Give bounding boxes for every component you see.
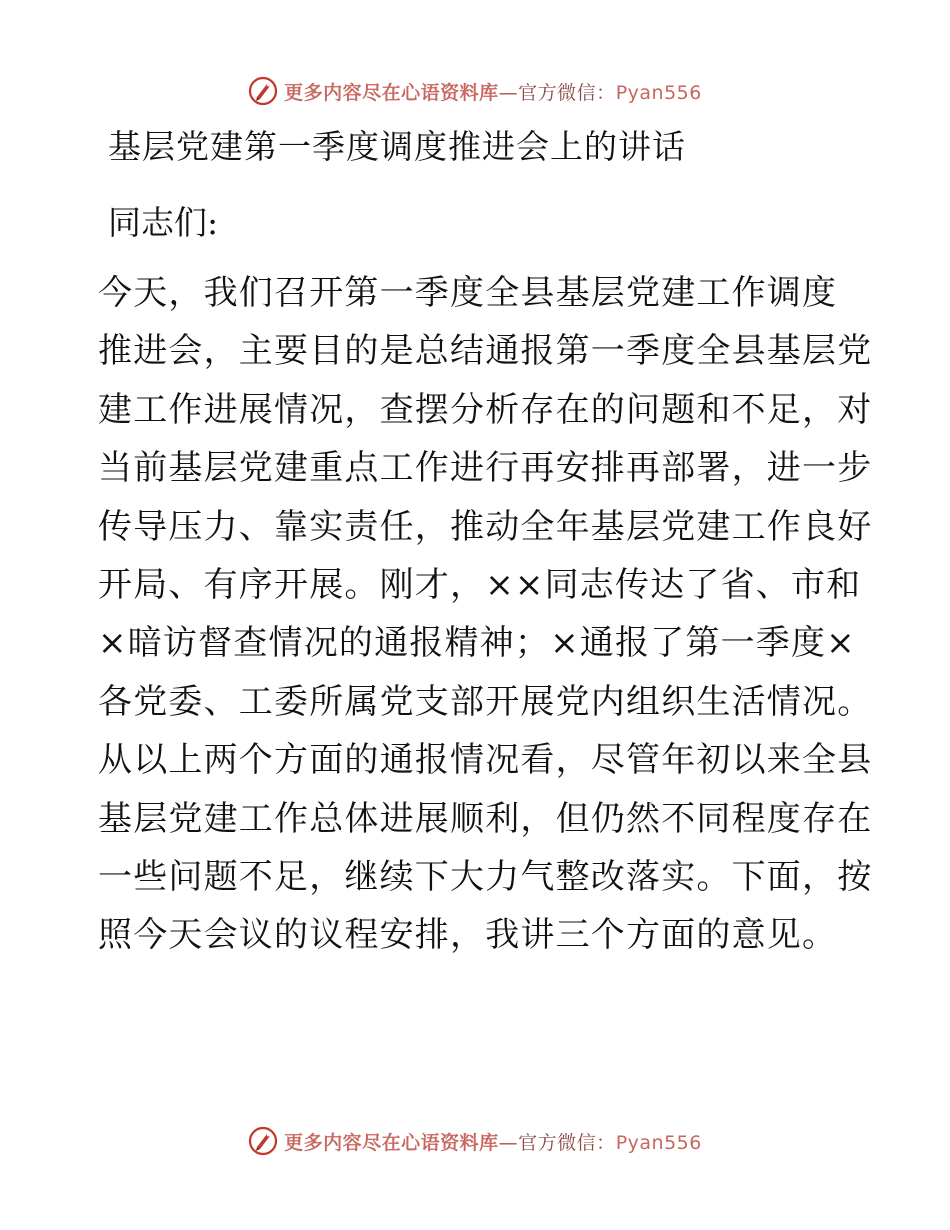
body-line: 从以上两个方面的通报情况看，尽管年初以来全县 <box>98 740 873 781</box>
pen-logo-icon <box>248 1126 278 1156</box>
document-title: 基层党建第一季度调度推进会上的讲话 <box>108 127 686 166</box>
body-line: 传导压力、靠实责任，推动全年基层党建工作良好 <box>98 506 873 547</box>
body-line: 今天，我们召开第一季度全县基层党建工作调度 <box>98 273 838 313</box>
watermark-brand-text: 更多内容尽在心语资料库 <box>284 1131 499 1154</box>
body-paragraph <box>98 264 873 965</box>
watermark-wechat-id: Pyan556 <box>615 1131 702 1154</box>
watermark-dash: — <box>498 81 519 104</box>
body-line: 基层党建工作总体进展顺利，但仍然不同程度存在 <box>98 798 873 839</box>
body-line: 一些问题不足，继续下大力气整改落实。下面，按 <box>98 856 873 897</box>
watermark-official-text: 官方微信： <box>518 1131 616 1154</box>
body-line: 各党委、工委所属党支部开展党内组织生活情况。 <box>98 681 873 722</box>
body-line: 照今天会议的议程安排，我讲三个方面的意见。 <box>98 915 838 956</box>
body-line: 开局、有序开展。刚才，××同志传达了省、市和 <box>98 564 862 605</box>
header-watermark <box>0 71 950 111</box>
body-line: ×暗访督查情况的通报精神；×通报了第一季度× <box>98 623 856 664</box>
pen-logo-icon <box>248 76 278 106</box>
body-line: 推进会，主要目的是总结通报第一季度全县基层党 <box>98 331 873 372</box>
footer-watermark <box>0 1121 950 1161</box>
watermark-brand-text: 更多内容尽在心语资料库 <box>284 81 499 104</box>
watermark-wechat-id: Pyan556 <box>615 81 702 104</box>
body-line: 建工作进展情况，查摆分析存在的问题和不足，对 <box>98 389 873 430</box>
watermark-official-text: 官方微信： <box>518 81 616 104</box>
salutation: 同志们: <box>108 203 219 242</box>
body-line: 当前基层党建重点工作进行再安排再部署，进一步 <box>98 448 873 489</box>
watermark-dash: — <box>498 1131 519 1154</box>
